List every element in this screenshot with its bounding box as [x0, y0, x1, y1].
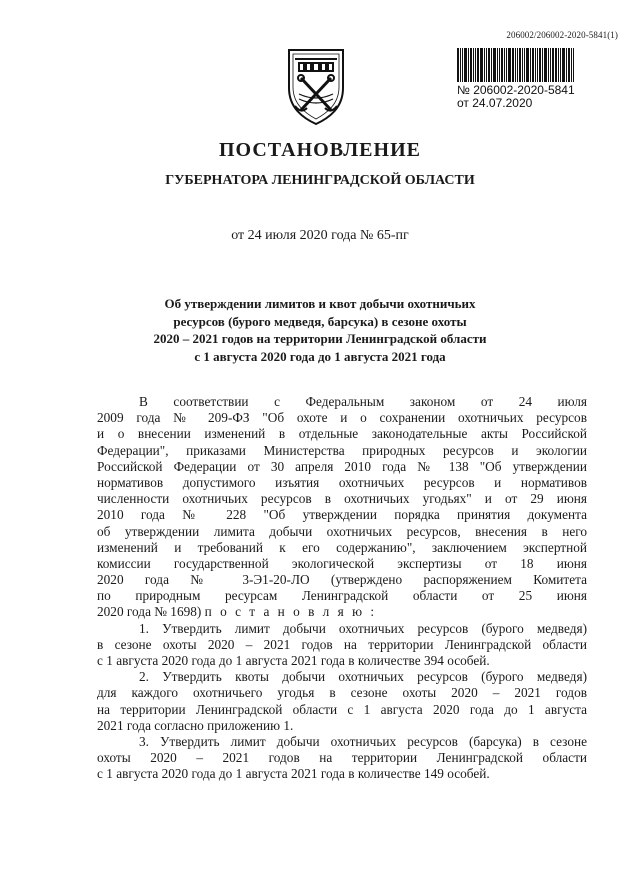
barcode-bar	[568, 48, 570, 82]
barcode-bar	[504, 48, 505, 82]
registration-date: от 24.07.2020	[457, 96, 533, 110]
barcode-bar	[537, 48, 538, 82]
preamble-end: 2020 года № 1698)	[97, 604, 202, 620]
barcode-bar	[508, 48, 511, 82]
barcode-bar	[560, 48, 561, 82]
barcode-bar	[497, 48, 498, 82]
item-1-paragraph	[97, 621, 587, 670]
barcode-bar	[542, 48, 543, 82]
barcode-bar	[491, 48, 492, 82]
barcode-bar	[470, 48, 472, 82]
barcode-bar	[486, 48, 487, 82]
barcode-bar	[512, 48, 514, 82]
barcode-bar	[515, 48, 516, 82]
text-line: с 1 августа 2020 года до 1 августа 2021 года в количестве 394 особей.	[97, 653, 490, 668]
barcode-bar	[493, 48, 496, 82]
preamble-paragraph	[97, 394, 587, 621]
document-date-number: от 24 июля 2020 года № 65-пг	[231, 228, 409, 243]
barcode-bar	[473, 48, 474, 82]
barcode-bar	[522, 48, 523, 82]
resolution-heading	[130, 295, 510, 365]
heading-line: ресурсов (бурого медведя, барсука) в сезоне охоты	[173, 313, 467, 329]
barcode-bar	[457, 48, 459, 82]
text-line: численности охотничьих ресурсов в охотничьих угодьях" и от 29 июня	[97, 491, 587, 507]
text-line: нормативов допустимого изъятия охотничьих ресурсов и нормативов	[97, 474, 587, 490]
barcode-bar	[477, 48, 479, 82]
barcode-bar	[488, 48, 490, 82]
resolution-body	[97, 394, 587, 783]
barcode	[457, 48, 597, 82]
text-line: 3. Утвердить лимит добычи охотничьих ресурсов (барсука) в сезоне	[139, 733, 587, 749]
text-line: 2010 года № 228 "Об утверждении порядка принятия документа	[97, 507, 587, 523]
document-title: ПОСТАНОВЛЕНИЕ	[219, 139, 421, 161]
document-issuer: ГУБЕРНАТОРА ЛЕНИНГРАДСКОЙ ОБЛАСТИ	[165, 173, 475, 188]
registration-stamp	[457, 48, 599, 110]
barcode-bar	[552, 48, 554, 82]
barcode-bar	[555, 48, 557, 82]
text-line: охоты 2020 – 2021 годов на территории Ленинградской области	[97, 750, 587, 766]
text-line: и о внесении изменений в отдельные законодательные акты Российской	[97, 426, 587, 442]
barcode-bar	[573, 48, 574, 82]
barcode-bar	[462, 48, 463, 82]
text-line: об утверждении лимита добычи охотничьих ресурсов, внесения в него	[97, 523, 587, 539]
barcode-bar	[558, 48, 559, 82]
document-reference: 206002/206002-2020-5841(1)	[506, 30, 618, 40]
text-line: на территории Ленинградской области с 1 августа 2020 года до 1 августа	[97, 701, 587, 717]
barcode-bar	[464, 48, 467, 82]
barcode-bar	[550, 48, 551, 82]
barcode-bar	[517, 48, 518, 82]
barcode-bar	[499, 48, 500, 82]
text-line: по природным ресурсам Ленинградской области от 25 июня	[97, 588, 587, 604]
barcode-bar	[475, 48, 476, 82]
barcode-bar	[539, 48, 541, 82]
text-line: изменений и требований к его содержанию", заключением экспертной	[97, 539, 587, 555]
registration-number: № 206002-2020-5841	[457, 83, 575, 97]
heading-line: Об утверждении лимитов и квот добычи охотничьих	[164, 296, 476, 311]
barcode-bar	[519, 48, 521, 82]
text-line: в сезоне охоты 2020 – 2021 годов на территории Ленинградской области	[97, 636, 587, 652]
barcode-bar	[562, 48, 565, 82]
barcode-bar	[535, 48, 536, 82]
text-line	[97, 604, 587, 620]
barcode-bar	[532, 48, 534, 82]
text-line: 2021 года согласно приложению 1.	[97, 717, 294, 733]
resolve-word: п о с т а н о в л я ю :	[204, 604, 377, 620]
text-line: Российской Федерации от 30 апреля 2010 года № 138 "Об утверждении	[97, 458, 587, 474]
barcode-bar	[571, 48, 572, 82]
barcode-bar	[548, 48, 549, 82]
barcode-bar	[524, 48, 525, 82]
barcode-bar	[460, 48, 461, 82]
barcode-bar	[526, 48, 529, 82]
barcode-bar	[484, 48, 485, 82]
item-2-paragraph	[97, 669, 587, 734]
barcode-bar	[506, 48, 507, 82]
heading-line: с 1 августа 2020 года до 1 августа 2021 года	[194, 348, 446, 364]
barcode-bar	[480, 48, 483, 82]
coat-of-arms-icon	[285, 44, 347, 126]
barcode-bar	[566, 48, 567, 82]
text-line: Федерации", приказами Министерства природных ресурсов и экологии	[97, 442, 587, 458]
text-line: В соответствии с Федеральным законом от 24 июля	[139, 394, 587, 409]
heading-line: 2020 – 2021 годов на территории Ленинградской области	[153, 331, 487, 346]
barcode-bar	[468, 48, 469, 82]
text-line: 2020 года № 3-Э1-20-ЛО (утверждено распоряжением Комитета	[97, 572, 587, 588]
text-line: 2. Утвердить квоты добычи охотничьих ресурсов (бурого медведя)	[139, 669, 587, 685]
text-line: 2009 года № 209-ФЗ "Об охоте и о сохранении охотничьих ресурсов	[97, 410, 587, 426]
text-line: для каждого охотничьего угодья в сезоне охоты 2020 – 2021 годов	[97, 685, 587, 701]
text-line: 1. Утвердить лимит добычи охотничьих ресурсов (бурого медведя)	[139, 620, 587, 636]
barcode-bar	[530, 48, 531, 82]
item-3-paragraph	[97, 734, 587, 783]
barcode-bar	[544, 48, 547, 82]
text-line: комиссии государственной экологической экспертизы от 18 июня	[97, 555, 587, 571]
text-line: с 1 августа 2020 года до 1 августа 2021 года в количестве 149 особей.	[97, 766, 490, 782]
barcode-bar	[501, 48, 503, 82]
